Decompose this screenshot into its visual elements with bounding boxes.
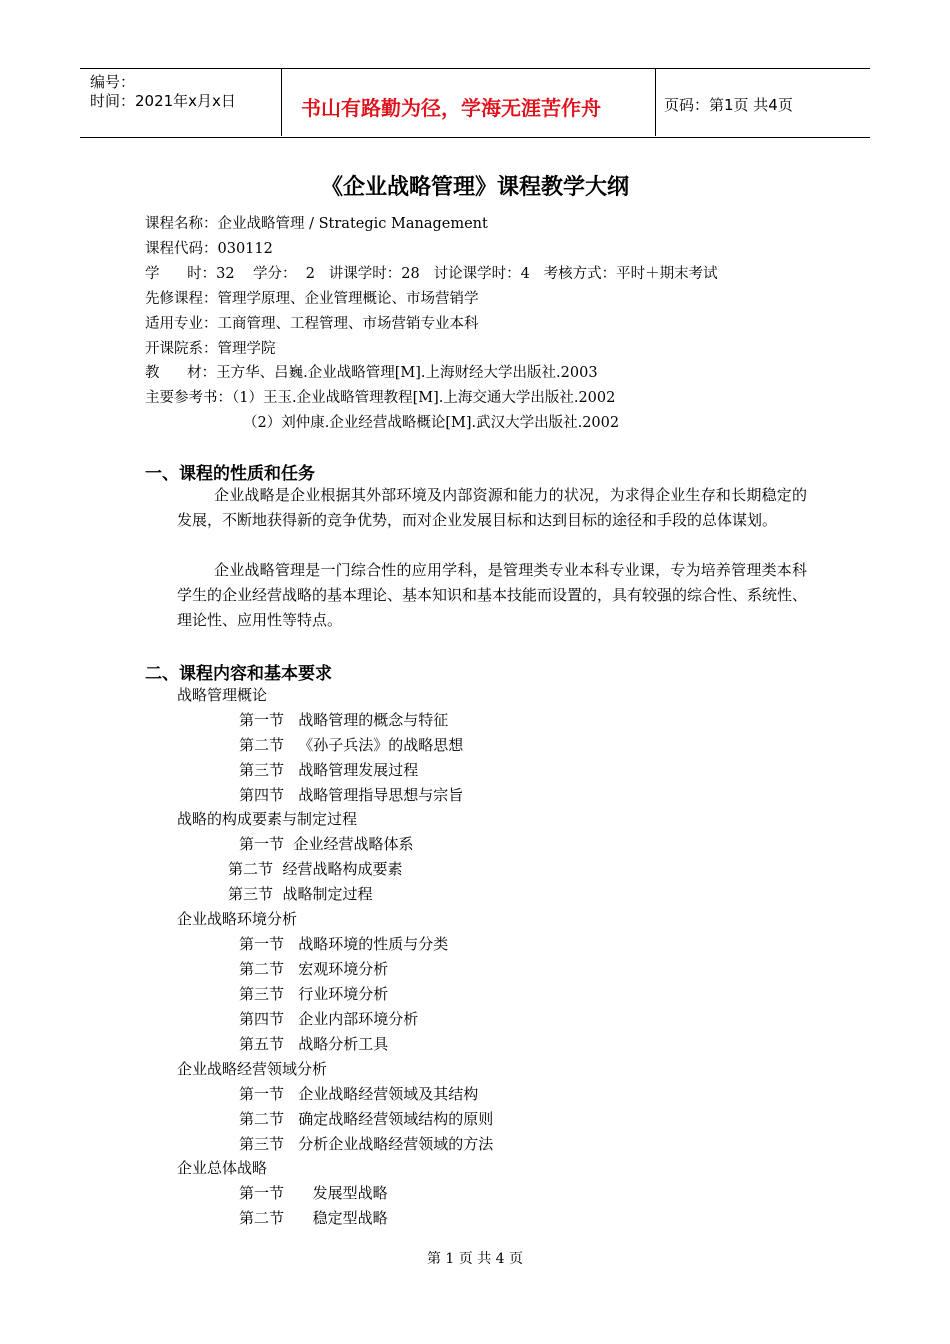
header-page-label: 页码：第1页 共4页 xyxy=(664,96,793,114)
section-item: 第二节 宏观环境分析 xyxy=(239,960,389,978)
section-item: 第一节 发展型战略 xyxy=(239,1184,388,1202)
section-item: 第四节 企业内部环境分析 xyxy=(239,1010,419,1028)
chapter-title: 企业总体战略 xyxy=(177,1159,268,1177)
section-item: 第一节 战略环境的性质与分类 xyxy=(239,935,449,953)
course-major: 适用专业：工商管理、工程管理、市场营销专业本科 xyxy=(145,316,479,332)
chapter-title: 战略的构成要素与制定过程 xyxy=(177,810,358,828)
section-item: 第四节 战略管理指导思想与宗旨 xyxy=(239,786,464,804)
chapter-title: 企业战略经营领域分析 xyxy=(177,1060,328,1078)
section-item: 第三节 战略管理发展过程 xyxy=(239,761,419,779)
section-heading: 二、课程内容和基本要求 xyxy=(145,664,332,684)
course-code: 课程代码：030112 xyxy=(145,241,273,257)
section-item: 第一节 战略管理的概念与特征 xyxy=(239,711,449,729)
page-footer: 第 1 页 共 4 页 xyxy=(426,1251,524,1267)
chapter-title: 战略管理概论 xyxy=(177,686,268,704)
section-item: 第二节 经营战略构成要素 xyxy=(228,860,403,878)
section-item: 第二节 稳定型战略 xyxy=(239,1209,388,1227)
course-reference-1: 主要参考书：（1）王玉.企业战略管理教程[M].上海交通大学出版社.2002 xyxy=(145,390,616,406)
course-prerequisites: 先修课程：管理学原理、企业管理概论、市场营销学 xyxy=(145,291,479,307)
header-motto: 书山有路勤为径，学海无涯苦作舟 xyxy=(301,96,601,120)
course-name: 课程名称：企业战略管理 / Strategic Management xyxy=(145,216,488,232)
header-divider xyxy=(281,68,282,136)
section-heading: 一、课程的性质和任务 xyxy=(145,464,315,484)
header-divider xyxy=(655,68,656,136)
paragraph: 企业战略是企业根据其外部环境及内部资源和能力的状况，为求得企业生存和长期稳定的发展，不断地获得新的竞争优势，而对企业发展目标和达到目标的途径和手段的总体谋划。 xyxy=(177,486,807,529)
course-hours: 学 时：32 学分： 2 讲课学时：28 讨论课学时：4 考核方式：平时＋期末考试 xyxy=(145,266,718,282)
section-item: 第三节 分析企业战略经营领域的方法 xyxy=(239,1135,494,1153)
section-item: 第二节 《孙子兵法》的战略思想 xyxy=(239,736,464,754)
document-time-label: 时间：2021年x月x日 xyxy=(90,92,236,110)
course-reference-2: （2）刘仲康.企业经营战略概论[M].武汉大学出版社.2002 xyxy=(243,415,620,431)
section-item: 第二节 确定战略经营领域结构的原则 xyxy=(239,1110,494,1128)
paragraph: 企业战略管理是一门综合性的应用学科，是管理类专业本科专业课，专为培养管理类本科学生的企业经营战略的基本理论、基本知识和基本技能而设置的，具有较强的综合性、系统性、理论性、应用性等特点。 xyxy=(177,561,808,629)
section-item: 第三节 行业环境分析 xyxy=(239,985,389,1003)
section-item: 第三节 战略制定过程 xyxy=(228,885,373,903)
section-item: 第一节 企业经营战略体系 xyxy=(239,835,414,853)
section-item: 第一节 企业战略经营领域及其结构 xyxy=(239,1085,479,1103)
page-title: 《企业战略管理》课程教学大纲 xyxy=(320,175,629,200)
section-item: 第五节 战略分析工具 xyxy=(239,1035,389,1053)
course-department: 开课院系：管理学院 xyxy=(145,341,276,357)
chapter-title: 企业战略环境分析 xyxy=(177,910,298,928)
document-number-label: 编号： xyxy=(90,73,136,91)
course-textbook: 教 材：王方华、吕巍.企业战略管理[M].上海财经大学出版社.2003 xyxy=(145,365,598,381)
